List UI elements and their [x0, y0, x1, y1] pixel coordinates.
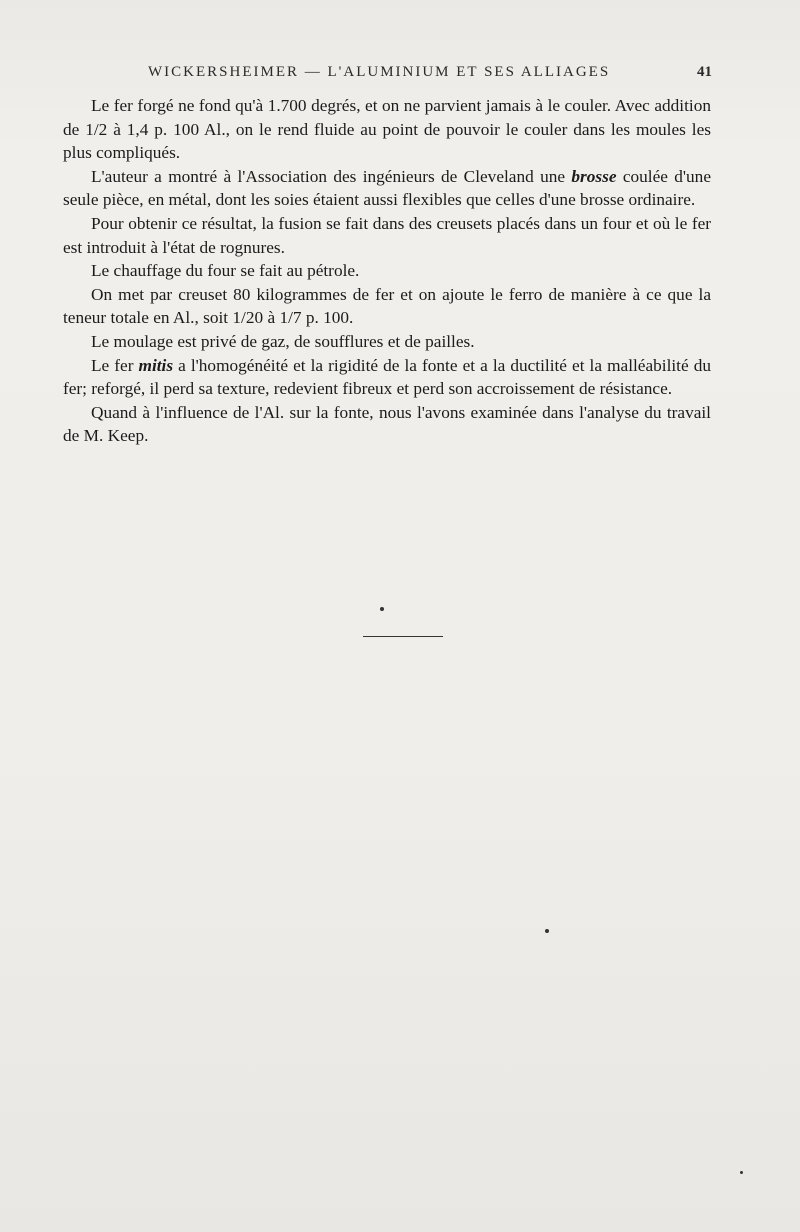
section-divider	[363, 636, 443, 637]
emphasis: mitis	[138, 355, 174, 375]
body-text	[63, 94, 711, 448]
ink-speck	[545, 929, 549, 933]
running-header	[148, 64, 712, 81]
paragraph: Quand à l'influence de l'Al. sur la fonte, nous l'avons examinée dans l'analyse du travail de M. Keep.	[63, 402, 711, 446]
paragraph: On met par creuset 80 kilogrammes de fer et on ajoute le ferro de manière à ce que la teneur totale en Al., soit 1/20 à 1/7 p. 100.	[63, 284, 711, 328]
paragraph: Le moulage est privé de gaz, de soufflures et de pailles.	[91, 331, 475, 351]
paragraph: Le fer mitis a l'homogénéité et la rigidité de la fonte et a la ductilité et la malléabilité du fer; reforgé, il perd sa texture, redevient fibreux et perd son accroissement de résistance.	[63, 355, 711, 399]
ink-speck	[380, 607, 384, 611]
paragraph: Le fer forgé ne fond qu'à 1.700 degrés, et on ne parvient jamais à le couler. Avec addition de 1/2 à 1,4 p. 100 Al., on le rend fluide au point de pouvoir le couler dans les moules les plus compliqués.	[63, 96, 711, 163]
ink-speck	[740, 1171, 743, 1174]
running-title: WICKERSHEIMER — L'ALUMINIUM ET SES ALLIAGES	[148, 64, 611, 80]
paragraph: L'auteur a montré à l'Association des ingénieurs de Cleveland une brosse coulée d'une seule pièce, en métal, dont les soies étaient aussi flexibles que celles d'une brosse ordinaire.	[63, 166, 711, 210]
paragraph: Pour obtenir ce résultat, la fusion se fait dans des creusets placés dans un four et où le fer est introduit à l'état de rognures.	[63, 213, 711, 257]
paragraph: Le chauffage du four se fait au pétrole.	[91, 261, 360, 281]
page-number: 41	[697, 64, 712, 80]
emphasis: brosse	[571, 166, 617, 186]
